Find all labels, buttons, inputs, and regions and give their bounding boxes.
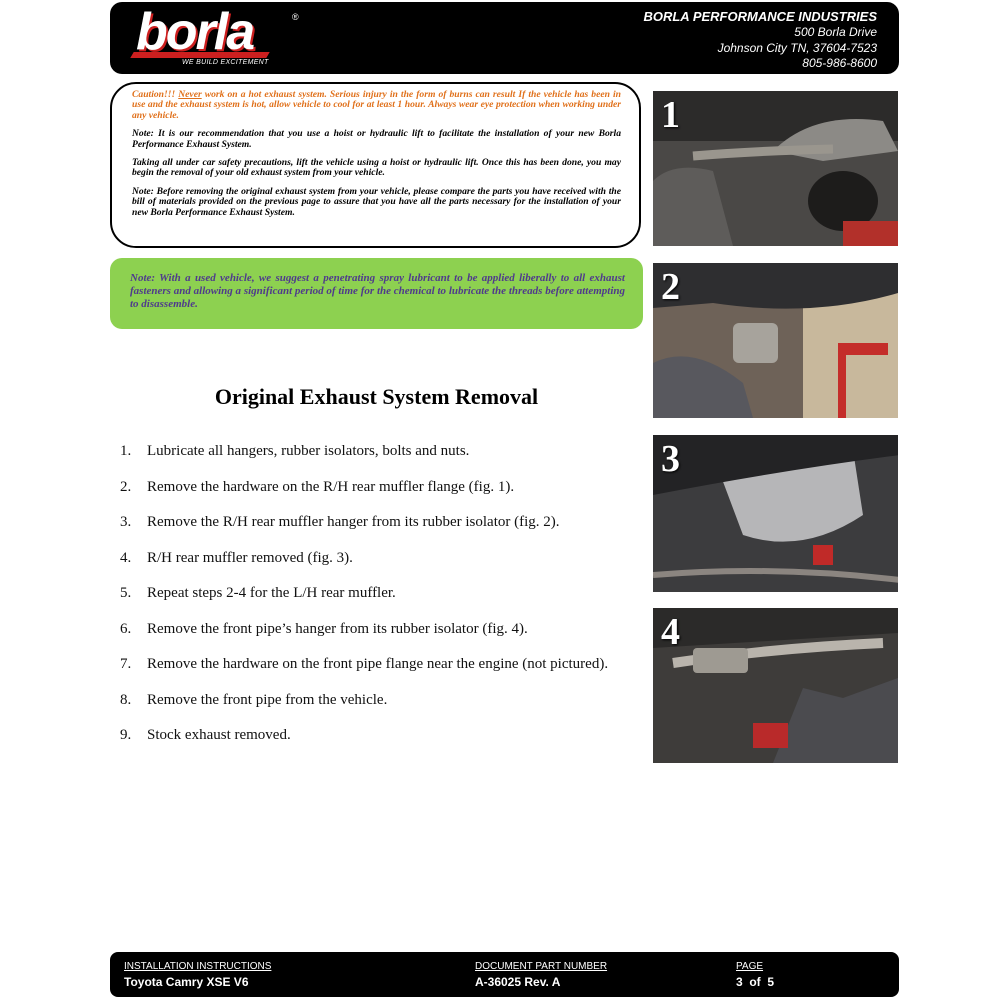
step-number: 1. xyxy=(120,443,132,459)
step-item xyxy=(120,476,632,499)
step-number: 4. xyxy=(120,549,132,566)
footer-page xyxy=(736,960,774,990)
step-item xyxy=(120,440,632,463)
vehicle-name: Toyota Camry XSE V6 xyxy=(124,975,249,989)
figure-2-photo xyxy=(653,263,898,418)
step-item xyxy=(120,689,632,712)
page-number: 3 of 5 xyxy=(736,975,775,989)
step-text: Remove the front pipe from the vehicle. xyxy=(147,691,388,708)
footer-part-number xyxy=(475,960,607,990)
figure-3-photo xyxy=(653,435,898,592)
page-header xyxy=(110,2,899,74)
company-info xyxy=(643,8,877,72)
step-item xyxy=(120,582,632,605)
instructions-label: INSTALLATION INSTRUCTIONS xyxy=(124,961,272,972)
section-title: Original Exhaust System Removal xyxy=(214,384,539,409)
part-number-value: A-36025 Rev. A xyxy=(475,975,561,989)
caution-rest: work on a hot exhaust system. Serious injury in the form of burns can result If the vehicle has been in use and the exhaust system is hot, allow vehicle to cool for at least 1 hour. Always wear eye protection when working under any vehicle. xyxy=(132,89,621,121)
step-item xyxy=(120,653,632,676)
figure-1-number: 1 xyxy=(661,94,680,136)
step-item xyxy=(120,547,632,570)
page-footer xyxy=(110,952,899,997)
step-text: Repeat steps 2-4 for the L/H rear muffler. xyxy=(147,585,396,601)
company-name: BORLA PERFORMANCE INDUSTRIES xyxy=(643,9,877,24)
step-text: Lubricate all hangers, rubber isolators, bolts and nuts. xyxy=(147,443,470,459)
figure-3-number: 3 xyxy=(661,438,680,480)
borla-logo xyxy=(132,3,302,72)
company-phone: 805-986-8600 xyxy=(802,56,877,70)
footer-instructions xyxy=(124,960,271,990)
address-line-2: Johnson City TN, 37604-7523 xyxy=(717,40,877,55)
step-number: 5. xyxy=(120,585,132,601)
caution-box xyxy=(110,82,641,248)
address-line-1: 500 Borla Drive xyxy=(794,25,877,39)
caution-note-lift: Note: It is our recommendation that you use a hoist or hydraulic lift to facilitate the installation of your new Borla Performance Exhaust System. xyxy=(132,128,621,150)
step-number: 8. xyxy=(120,691,132,708)
step-number: 2. xyxy=(120,478,132,495)
caution-note-parts: Note: Before removing the original exhaust system from your vehicle, please compare the parts you have received with the bill of materials provided on the previous page to assure that you have all the parts necessary for the installation of your new Borla Performance Exhaust System. xyxy=(132,185,621,218)
step-text: Stock exhaust removed. xyxy=(147,727,291,743)
lubricant-note: Note: With a used vehicle, we suggest a penetrating spray lubricant to be applied liberally to all exhaust fasteners and allowing a significant period of time for the chemical to lubricate the threads before attempting to disassemble. xyxy=(110,258,643,329)
caution-lead: Caution!!! xyxy=(132,89,179,100)
step-text: Remove the R/H rear muffler hanger from its rubber isolator (fig. 2). xyxy=(147,514,560,530)
figure-2-number: 2 xyxy=(661,266,680,308)
step-text: Remove the front pipe’s hanger from its rubber isolator (fig. 4). xyxy=(147,620,528,637)
step-text: R/H rear muffler removed (fig. 3). xyxy=(147,549,353,566)
figure-4-image xyxy=(653,608,898,763)
logo-wordmark: borla xyxy=(136,3,254,61)
step-number: 6. xyxy=(120,620,132,637)
step-number: 9. xyxy=(120,727,132,743)
figure-2-image xyxy=(653,263,898,418)
part-number-label: DOCUMENT PART NUMBER xyxy=(475,961,608,972)
caution-warning xyxy=(132,90,621,121)
step-text: Remove the hardware on the front pipe flange near the engine (not pictured). xyxy=(147,656,609,672)
step-item xyxy=(120,618,632,641)
figure-1-image xyxy=(653,91,898,246)
step-item xyxy=(120,724,632,747)
step-item xyxy=(120,511,632,534)
figure-1-photo xyxy=(653,91,898,246)
removal-steps xyxy=(120,440,632,760)
registered-mark: ® xyxy=(292,12,299,22)
figure-3-image xyxy=(653,435,898,592)
caution-never: Never xyxy=(178,89,202,100)
figure-4-photo xyxy=(653,608,898,763)
step-number: 3. xyxy=(120,514,132,530)
logo-tagline: WE BUILD EXCITEMENT xyxy=(182,59,269,66)
caution-safety: Taking all under car safety precautions, lift the vehicle using a hoist or hydraulic lift. Once this has been done, you may begin the removal of your old exhaust system from your vehicle. xyxy=(132,157,621,179)
step-text: Remove the hardware on the R/H rear muffler flange (fig. 1). xyxy=(147,478,515,495)
step-number: 7. xyxy=(120,656,132,672)
page-label: PAGE xyxy=(736,961,764,972)
figure-4-number: 4 xyxy=(661,611,680,653)
